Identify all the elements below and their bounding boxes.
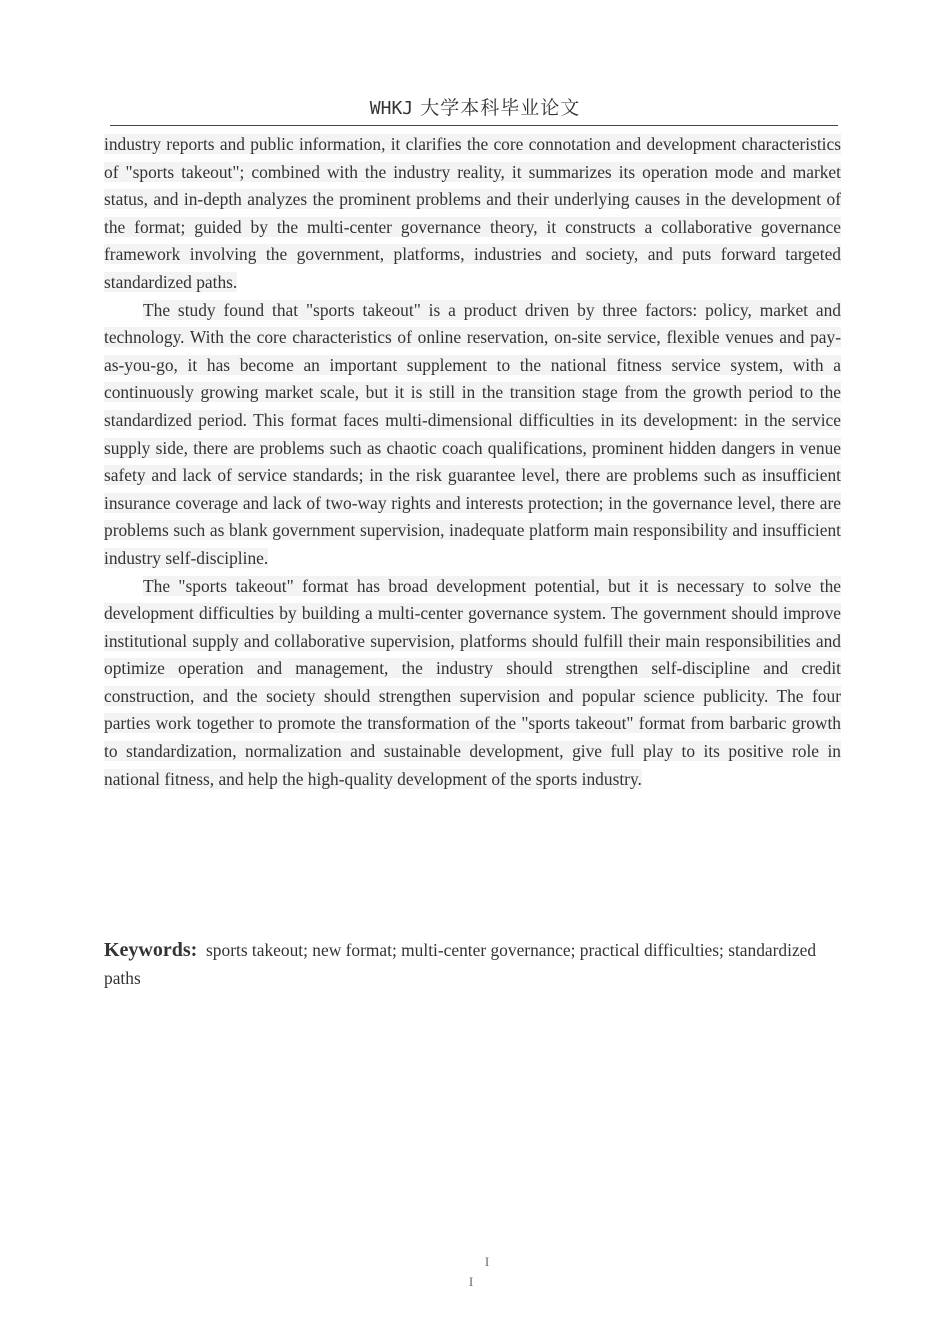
keywords-label: Keywords: <box>104 939 198 961</box>
page-header-title <box>0 93 950 120</box>
keywords-section <box>104 936 841 992</box>
header-title-cjk: 大学本科毕业论文 <box>420 97 581 119</box>
page-number-secondary: I <box>468 1274 474 1289</box>
paragraph-text: industry reports and public information, it clarifies the core connotation and development characteristics of "sports takeout"; combined with the industry reality, it summarizes its operation mode and market status, and in-depth analyzes the prominent problems and their underlying causes in the development of the format; guided by the multi-center governance theory, it constructs a collaborative governance framework involving the government, platforms, industries and society, and puts forward targeted standardized paths. <box>104 134 841 292</box>
abstract-body <box>104 131 841 793</box>
keywords-text: sports takeout; new format; multi-center governance; practical difficulties; standardized paths <box>104 940 817 988</box>
abstract-paragraph-2 <box>104 297 841 573</box>
abstract-paragraph-1 <box>104 131 841 297</box>
paragraph-text: The "sports takeout" format has broad development potential, but it is necessary to solve the development difficulties by building a multi-center governance system. The government should improve institutional supply and collaborative supervision, platforms should fulfill their main responsibilities and optimize operation and management, the industry should strengthen self-discipline and credit construction, and the society should strengthen supervision and popular science publicity. The four parties work together to promote the transformation of the "sports takeout" format from barbaric growth to standardization, normalization and sustainable development, give full play to its positive role in national fitness, and help the high-quality development of the sports industry. <box>104 575 841 789</box>
header-title-latin: WHKJ <box>369 98 414 119</box>
abstract-paragraph-3 <box>104 573 841 794</box>
page-number: I <box>484 1254 490 1269</box>
paragraph-text: The study found that "sports takeout" is a product driven by three factors: policy, market and technology. With the core characteristics of online reservation, on-site service, flexible venues and pay-as-you-go, it has become an important supplement to the national fitness service system, with a continuously growing market scale, but it is still in the transition stage from the growth period to the standardized period. This format faces multi-dimensional difficulties in its development: in the service supply side, there are problems such as chaotic coach qualifications, prominent hidden dangers in venue safety and lack of service standards; in the risk guarantee level, there are problems such as insufficient insurance coverage and lack of two-way rights and interests protection; in the governance level, there are problems such as blank government supervision, inadequate platform main responsibility and insufficient industry self-discipline. <box>104 299 841 568</box>
header-divider <box>110 125 838 126</box>
